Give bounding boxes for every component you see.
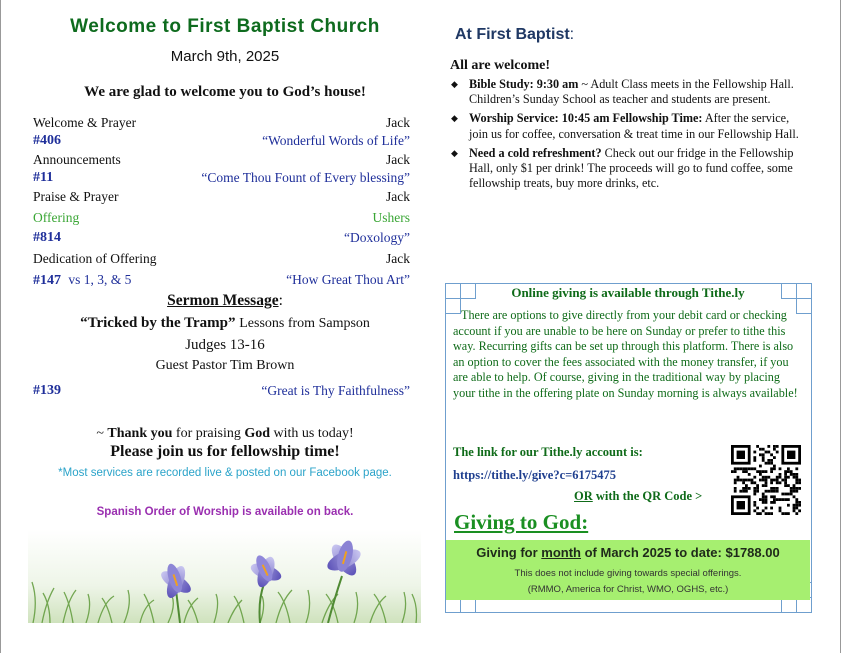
sermon-heading: Sermon Message: — [167, 292, 283, 309]
bullet-cold-refreshment: ◆ Need a cold refreshment? Check out our fridge in the Fellowship Hall, only $1 per drink! The proceeds will go to fund coffee, some fellowship treats, buy more drinks, etc. — [451, 145, 794, 191]
hymn-verses: vs 1, 3, & 5 — [68, 272, 132, 287]
sermon-title: “Tricked by the Tramp” Lessons from Sampson — [80, 315, 370, 331]
diamond-bullet-icon: ◆ — [451, 79, 458, 89]
order-row-praise — [33, 188, 410, 206]
order-item: Welcome & Prayer — [33, 115, 137, 130]
all-welcome: All are welcome! — [450, 58, 551, 73]
diamond-bullet-icon: ◆ — [451, 147, 458, 158]
order-leader: Jack — [386, 115, 410, 130]
order-row-announcements — [33, 151, 410, 169]
giving-note-special: This does not include giving towards special offerings. — [514, 568, 742, 579]
order-leader: Jack — [386, 152, 410, 167]
hymn-title: “Doxology” — [344, 230, 410, 245]
online-giving-box — [445, 283, 812, 613]
at-first-baptist-heading: At First Baptist: — [455, 26, 575, 43]
hymn-title: “Great is Thy Faithfulness” — [261, 383, 410, 398]
order-item: Offering — [33, 210, 80, 225]
order-item: Announcements — [33, 152, 121, 167]
order-row-hymn-147 — [33, 271, 410, 289]
crocus-flowers-svg — [28, 530, 421, 623]
qr-code-svg — [731, 445, 801, 515]
online-giving-title: Online giving is available through Tithe.ly — [511, 285, 745, 300]
hymn-title: “Come Thou Fount of Every blessing” — [201, 170, 410, 185]
giving-note-examples: (RMMO, America for Christ, WMO, OGHS, etc.) — [527, 584, 729, 595]
hymn-number: #814 — [33, 230, 61, 245]
order-row-offering — [33, 209, 410, 227]
order-row-hymn-11 — [33, 169, 410, 187]
giving-to-god-heading: Giving to God: — [454, 510, 589, 534]
order-row-dedication — [33, 250, 410, 268]
thanks-line: ~ Thank you for praising God with us today! — [96, 426, 354, 441]
giving-total: Giving for month of March 2025 to date: $1788.00 — [476, 545, 780, 560]
page-right-border — [840, 0, 841, 653]
hymn-number: #139 — [33, 383, 61, 398]
bullet-worship-service: ◆ Worship Service: 10:45 am Fellowship Time: After the service, join us for coffee, conversation & treat time in our Fellowship Hall. — [451, 111, 799, 141]
tithely-link[interactable]: https://tithe.ly/give?c=6175475 — [453, 468, 617, 482]
bullet-bible-study: ◆ Bible Study: 9:30 am ~ Adult Class meets in the Fellowship Hall. Children’s Sunday School as teacher and students are present. — [451, 77, 794, 107]
order-leader: Jack — [386, 189, 410, 204]
order-item: Praise & Prayer — [33, 189, 119, 204]
hymn-number: #406 — [33, 133, 61, 148]
order-row-hymn-406 — [33, 132, 410, 150]
church-title: Welcome to First Baptist Church — [70, 16, 380, 37]
hymn-number: #147 — [33, 273, 61, 288]
welcome-line: We are glad to welcome you to God’s house! — [84, 84, 366, 100]
sermon-subtitle: Lessons from Sampson — [239, 316, 370, 331]
giving-total-band — [446, 540, 810, 600]
order-row-hymn-139 — [33, 382, 410, 400]
page-left-border — [0, 0, 1, 653]
tithely-link-label: The link for our Tithe.ly account is: — [453, 445, 643, 459]
scripture: Judges 13-16 — [185, 337, 265, 353]
crocus-flowers-image — [28, 530, 421, 623]
online-giving-paragraph: There are options to give directly from your debit card or checking account if you are unable to be here on Sunday or prefer to tithe this way. Recurring gifts can be set up through this platform. There is also an option to cover the fees associated with the money transfer, if you are able to help. Of course, giving in the traditional way by placing your tithe in the offering plate on Sunday morning is always available! — [453, 308, 798, 400]
order-leader: Ushers — [372, 210, 410, 225]
fellowship-invite: Please join us for fellowship time! — [110, 443, 340, 460]
order-leader: Jack — [386, 251, 410, 266]
spanish-note: Spanish Order of Worship is available on back. — [96, 506, 354, 518]
order-row-welcome — [33, 114, 410, 132]
diamond-bullet-icon: ◆ — [451, 113, 458, 124]
guest-pastor: Guest Pastor Tim Brown — [155, 358, 295, 373]
recorded-note: *Most services are recorded live & posted on our Facebook page. — [58, 467, 392, 479]
hymn-number-group — [33, 271, 131, 290]
qr-code-image[interactable] — [731, 445, 801, 515]
qr-code-label: OR with the QR Code > — [574, 489, 703, 503]
order-item: Dedication of Offering — [33, 251, 157, 266]
hymn-number: #11 — [33, 170, 54, 185]
hymn-title: “Wonderful Words of Life” — [262, 133, 410, 148]
announcements-list — [449, 77, 809, 195]
hymn-title: “How Great Thou Art” — [286, 272, 410, 287]
order-row-hymn-814 — [33, 229, 410, 247]
service-date: March 9th, 2025 — [170, 48, 280, 65]
